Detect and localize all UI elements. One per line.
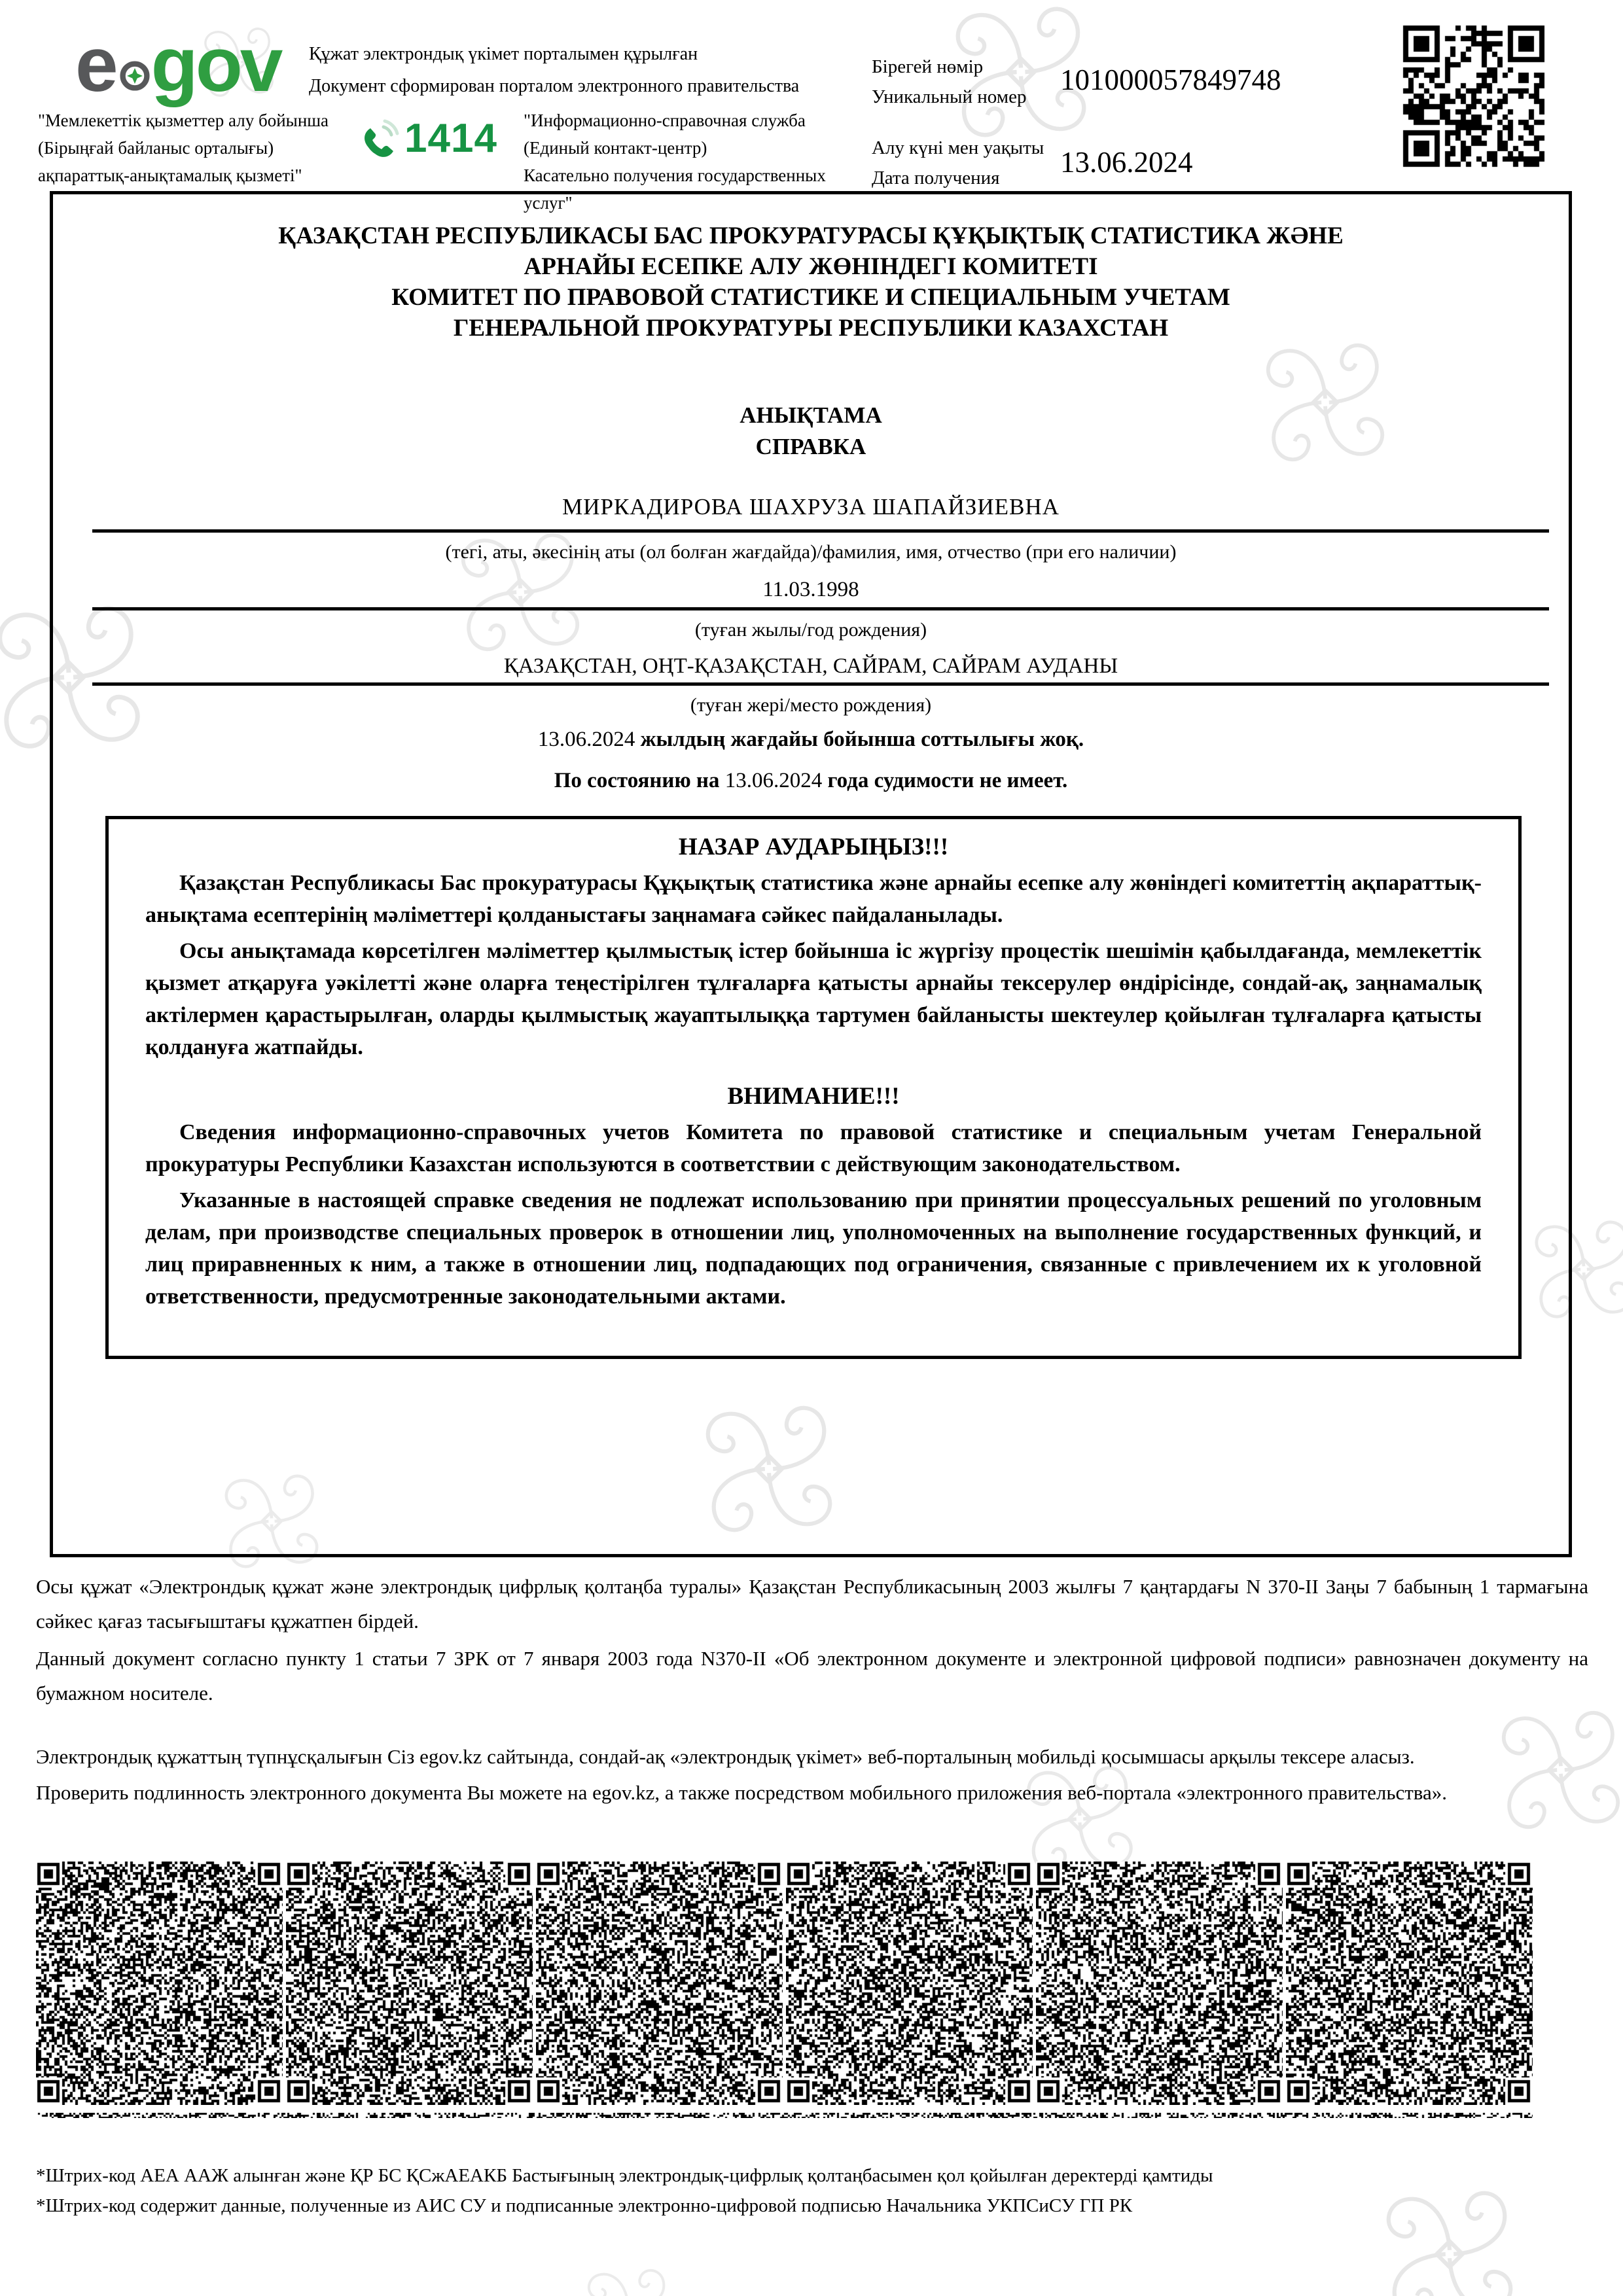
name-caption: (тегі, аты, әкесінің аты (ол болған жағдайда)/фамилия, имя, отчество (при его наличии) bbox=[445, 541, 1177, 563]
barcode-tail-row bbox=[36, 2110, 1533, 2121]
qr-code bbox=[1402, 24, 1546, 169]
org-title bbox=[53, 221, 1569, 344]
egov-logo-gov: gov bbox=[151, 22, 281, 108]
header-service-kk bbox=[38, 107, 346, 190]
legal-kk-law: Осы құжат «Электрондық құжат және электрондық цифрлық қолтаңба туралы» Қазақстан Республикасының 2003 жылғы 7 қаңтардағы N 370-II Заңы 7 бабының 1 тармағына сәйкес қағаз тасығыштағы құжатпен бірдей. bbox=[36, 1575, 1588, 1633]
status-line-ru bbox=[53, 769, 1569, 793]
ornament-icon bbox=[563, 2244, 694, 2296]
warning-box bbox=[105, 816, 1522, 1359]
status-kk-text: жылдың жағдайы бойынша соттылығы жоқ. bbox=[635, 728, 1084, 751]
warning-paragraph-kk-1: Қазақстан Республикасы Бас прокуратурасы Құқықтық статистика және арнайы есепке алу жөніндегі комитеттің ақпараттық-анықтама есептерінің мәліметтері қолданыстағы заңнамаға сәйкес пайдаланылады. bbox=[145, 871, 1482, 927]
doc-type-ru: СПРАВКА bbox=[755, 434, 866, 459]
status-ru-date: 13.06.2024 bbox=[724, 769, 823, 792]
header-created-kk: Құжат электрондық үкімет порталымен құрылған bbox=[309, 44, 698, 64]
warning-paragraph-ru-1: Сведения информационно-справочных учетов Комитета по правовой статистике и специальным учетам Генеральной прокуратуры Республики Казахстан используются в соответствии с действующим законодательством. bbox=[145, 1120, 1482, 1176]
unique-number-label-ru: Уникальный номер bbox=[872, 86, 1027, 107]
status-ru-prefix: По состоянию на bbox=[554, 769, 725, 792]
egov-logo-e: e bbox=[75, 22, 116, 108]
legal-notes bbox=[36, 1569, 1588, 1810]
header-service-ru bbox=[524, 107, 851, 217]
warning-paragraph-ru-2: Указанные в настоящей справке сведения не подлежат использованию при принятии процессуальных решений по уголовным делам, при производстве специальных проверок в отношении лиц, уполномоченных на выполнение государственных функций, и лиц приравненных к ним, а также в отношении лиц, подпадающих под ограничения, связанные с привлечением их к уголовной ответственности, предусмотренные законодательными актами. bbox=[145, 1188, 1482, 1309]
doc-type-kk: АНЫҚТАМА bbox=[740, 402, 882, 428]
status-line-kk bbox=[53, 728, 1569, 752]
signature-barcode-block bbox=[36, 1862, 1533, 2105]
divider-line bbox=[92, 607, 1549, 610]
egov-logo-dot-icon bbox=[120, 61, 150, 91]
org-title-line: КОМИТЕТ ПО ПРАВОВОЙ СТАТИСТИКЕ И СПЕЦИАЛЬНЫМ УЧЕТАМ bbox=[391, 284, 1230, 311]
service-kk-line: ақпараттық-анықтамалық қызметі" bbox=[38, 165, 302, 185]
footnote-kk: *Штрих-код АЕА ААЖ алынған және ҚР БС ҚСжАЕАКБ Бастығының электрондық-цифрлық қолтаңбасымен қол қойылған деректерді қамтиды bbox=[36, 2165, 1213, 2186]
legal-ru-verify: Проверить подлинность электронного документа Вы можете на egov.kz, а также посредством мобильного приложения веб-портала «электронного правительства». bbox=[36, 1781, 1448, 1804]
service-kk-line: "Мемлекеттік қызметтер алу бойынша bbox=[38, 111, 329, 130]
org-title-line: ГЕНЕРАЛЬНОЙ ПРОКУРАТУРЫ РЕСПУБЛИКИ КАЗАХСТАН bbox=[453, 315, 1169, 342]
contact-center-1414 bbox=[359, 118, 497, 160]
barcode-strip bbox=[1286, 1862, 1533, 2105]
birth-place-value: ҚАЗАҚСТАН, ОҢТ-ҚАЗАҚСТАН, САЙРАМ, САЙРАМ АУДАНЫ bbox=[503, 654, 1118, 678]
phone-icon bbox=[359, 118, 401, 160]
divider-line bbox=[92, 682, 1549, 686]
unique-number-value: 101000057849748 bbox=[1060, 63, 1281, 96]
barcode-strip bbox=[786, 1862, 1033, 2105]
org-title-line: АРНАЙЫ ЕСЕПКЕ АЛУ ЖӨНІНДЕГІ КОМИТЕТІ bbox=[524, 253, 1098, 280]
barcode-strip bbox=[536, 1862, 783, 2105]
barcode-strip bbox=[1036, 1862, 1283, 2105]
warning-heading-kk: НАЗАР АУДАРЫҢЫЗ!!! bbox=[678, 834, 949, 860]
divider-line bbox=[92, 529, 1549, 533]
warning-paragraph-kk-2: Осы анықтамада көрсетілген мәліметтер қылмыстық істер бойынша іс жүргізу процестік шешімін қабылдағанда, мемлекеттік қызмет атқаруға уәкілетті және оларға теңестірілген тұлғаларға қатысты арнайы тексерулер өндірісінде, сондай-ақ, заңнамалық актілермен қарастырылған, оларды қылмыстық жауаптылыққа тартумен байланысты шектеулер қойылған тұлғаларға қатысты қолдануға жатпайды. bbox=[145, 939, 1482, 1059]
warning-heading-ru: ВНИМАНИЕ!!! bbox=[727, 1083, 900, 1110]
receive-date-label-ru: Дата получения bbox=[872, 168, 1000, 188]
receive-date-label-kk: Алу күні мен уақыты bbox=[872, 137, 1044, 158]
service-ru-line: (Единый контакт-центр) bbox=[524, 137, 707, 158]
service-ru-line: "Информационно-справочная служба bbox=[524, 111, 806, 130]
document-body-frame bbox=[50, 191, 1572, 1557]
egov-logo bbox=[75, 22, 281, 108]
header-created-text bbox=[309, 38, 846, 102]
header-created-ru: Документ сформирован порталом электронного правительства bbox=[309, 76, 800, 96]
birth-date-caption: (туған жылы/год рождения) bbox=[694, 619, 927, 641]
barcode-strip bbox=[36, 1862, 283, 2105]
barcode-strip bbox=[286, 1862, 533, 2105]
service-ru-line: Касательно получения государственных услуг" bbox=[524, 165, 826, 213]
birth-date-value: 11.03.1998 bbox=[762, 578, 859, 601]
barcode-footnotes bbox=[36, 2161, 1541, 2221]
person-full-name: МИРКАДИРОВА ШАХРУЗА ШАПАЙЗИЕВНА bbox=[562, 494, 1060, 520]
phone-number: 1414 bbox=[404, 116, 497, 161]
service-kk-line: (Бірыңғай байланыс орталығы) bbox=[38, 137, 274, 158]
legal-ru-law: Данный документ согласно пункту 1 статьи 7 ЗРК от 7 января 2003 года N370-II «Об электронном документе и электронной цифровой подписи» равнозначен документу на бумажном носителе. bbox=[36, 1647, 1588, 1704]
status-kk-date: 13.06.2024 bbox=[537, 728, 635, 751]
footnote-ru: *Штрих-код содержит данные, полученные из АИС СУ и подписанные электронно-цифровой подписью Начальника УКПСиСУ ГП РК bbox=[36, 2195, 1133, 2216]
unique-number-label-kk: Бірегей нөмір bbox=[872, 56, 984, 77]
birth-place-caption: (туған жері/место рождения) bbox=[690, 694, 932, 716]
receive-date-value: 13.06.2024 bbox=[1060, 146, 1193, 179]
org-title-line: ҚАЗАҚСТАН РЕСПУБЛИКАСЫ БАС ПРОКУРАТУРАСЫ ҚҰҚЫҚТЫҚ СТАТИСТИКА ЖӘНЕ bbox=[278, 222, 1344, 249]
legal-kk-verify: Электрондық құжаттың түпнұсқалығын Сіз egov.kz сайтында, сондай-ақ «электрондық үкімет» веб-порталының мобильді қосымшасы арқылы тексере аласыз. bbox=[36, 1745, 1415, 1768]
status-ru-suffix: года судимости не имеет. bbox=[822, 769, 1068, 792]
